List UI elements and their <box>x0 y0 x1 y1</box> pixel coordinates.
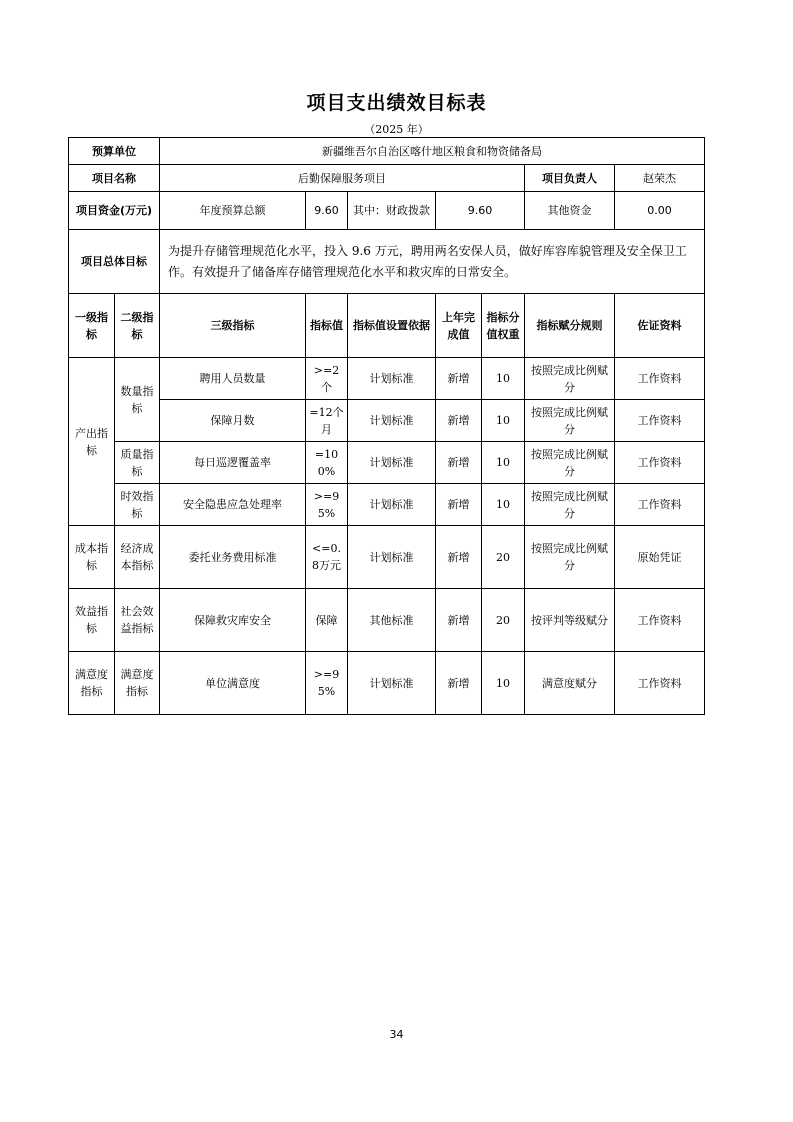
group-cost: 成本指标 <box>69 526 115 589</box>
fiscal-label: 其中：财政拨款 <box>348 192 436 230</box>
header-weight: 指标分值权重 <box>482 294 525 358</box>
budget-unit-label: 预算单位 <box>69 138 160 165</box>
row-l3: 保障救灾库安全 <box>160 589 306 652</box>
row-basis: 计划标准 <box>348 442 436 484</box>
row-last: 新增 <box>436 589 482 652</box>
project-name-row <box>69 165 705 192</box>
table-row <box>69 442 705 484</box>
row-value: >=95% <box>306 652 348 715</box>
annual-total-value: 9.60 <box>306 192 348 230</box>
project-name-value: 后勤保障服务项目 <box>160 165 525 192</box>
funds-label: 项目资金(万元) <box>69 192 160 230</box>
row-weight: 10 <box>482 652 525 715</box>
row-weight: 20 <box>482 526 525 589</box>
row-basis: 计划标准 <box>348 358 436 400</box>
header-last-year: 上年完成值 <box>436 294 482 358</box>
row-value: >=2个 <box>306 358 348 400</box>
row-value: >=95% <box>306 484 348 526</box>
group-satisfaction-sub: 满意度指标 <box>115 652 160 715</box>
group-satisfaction: 满意度指标 <box>69 652 115 715</box>
group-quality: 质量指标 <box>115 442 160 484</box>
project-owner-label: 项目负责人 <box>525 165 615 192</box>
table-row <box>69 484 705 526</box>
row-evidence: 工作资料 <box>615 358 705 400</box>
project-name-label: 项目名称 <box>69 165 160 192</box>
other-funds-label: 其他资金 <box>525 192 615 230</box>
row-last: 新增 <box>436 526 482 589</box>
budget-unit-value: 新疆维吾尔自治区喀什地区粮食和物资储备局 <box>160 138 705 165</box>
row-basis: 计划标准 <box>348 484 436 526</box>
row-value: =12个月 <box>306 400 348 442</box>
document-year: （2025 年） <box>364 123 429 136</box>
row-weight: 10 <box>482 400 525 442</box>
row-last: 新增 <box>436 400 482 442</box>
other-funds-value: 0.00 <box>615 192 705 230</box>
group-quantity: 数量指标 <box>115 358 160 442</box>
row-l3: 每日巡逻覆盖率 <box>160 442 306 484</box>
row-rule: 按照完成比例赋分 <box>525 484 615 526</box>
row-weight: 20 <box>482 589 525 652</box>
project-owner-value: 赵荣杰 <box>615 165 705 192</box>
row-l3: 单位满意度 <box>160 652 306 715</box>
row-basis: 其他标准 <box>348 589 436 652</box>
budget-unit-row <box>69 138 705 165</box>
table-row <box>69 526 705 589</box>
row-basis: 计划标准 <box>348 652 436 715</box>
fiscal-value: 9.60 <box>436 192 525 230</box>
group-social-benefit: 社会效益指标 <box>115 589 160 652</box>
page-number: 34 <box>389 1028 404 1041</box>
row-rule: 满意度赋分 <box>525 652 615 715</box>
document-title: 项目支出绩效目标表 <box>306 92 487 114</box>
header-level2: 二级指标 <box>115 294 160 358</box>
row-evidence: 工作资料 <box>615 484 705 526</box>
group-economic-cost: 经济成本指标 <box>115 526 160 589</box>
group-benefit: 效益指标 <box>69 589 115 652</box>
goal-label: 项目总体目标 <box>69 230 160 294</box>
table-row <box>69 652 705 715</box>
header-value: 指标值 <box>306 294 348 358</box>
row-rule: 按评判等级赋分 <box>525 589 615 652</box>
table-row <box>69 400 705 442</box>
row-last: 新增 <box>436 652 482 715</box>
row-last: 新增 <box>436 484 482 526</box>
row-l3: 聘用人员数量 <box>160 358 306 400</box>
row-rule: 按照完成比例赋分 <box>525 358 615 400</box>
row-weight: 10 <box>482 484 525 526</box>
goal-text: 为提升存储管理规范化水平，投入 9.6 万元，聘用两名安保人员，做好库容库貌管理及安全保卫工作。有效提升了储备库存储管理规范化水平和救灾库的日常安全。 <box>160 230 705 294</box>
header-rule: 指标赋分规则 <box>525 294 615 358</box>
annual-total-label: 年度预算总额 <box>160 192 306 230</box>
performance-table <box>68 137 705 715</box>
table-row <box>69 358 705 400</box>
row-evidence: 原始凭证 <box>615 526 705 589</box>
header-basis: 指标值设置依据 <box>348 294 436 358</box>
row-value: =100% <box>306 442 348 484</box>
group-timeliness: 时效指标 <box>115 484 160 526</box>
row-l3: 保障月数 <box>160 400 306 442</box>
row-basis: 计划标准 <box>348 526 436 589</box>
row-evidence: 工作资料 <box>615 400 705 442</box>
row-evidence: 工作资料 <box>615 589 705 652</box>
row-l3: 委托业务费用标准 <box>160 526 306 589</box>
row-evidence: 工作资料 <box>615 652 705 715</box>
header-row <box>69 294 705 358</box>
header-level3: 三级指标 <box>160 294 306 358</box>
row-last: 新增 <box>436 358 482 400</box>
row-rule: 按照完成比例赋分 <box>525 400 615 442</box>
goal-row <box>69 230 705 294</box>
header-level1: 一级指标 <box>69 294 115 358</box>
row-last: 新增 <box>436 442 482 484</box>
group-output: 产出指标 <box>69 358 115 526</box>
row-evidence: 工作资料 <box>615 442 705 484</box>
row-value: 保障 <box>306 589 348 652</box>
row-l3: 安全隐患应急处理率 <box>160 484 306 526</box>
table-row <box>69 589 705 652</box>
funds-row <box>69 192 705 230</box>
row-rule: 按照完成比例赋分 <box>525 526 615 589</box>
header-evidence: 佐证资料 <box>615 294 705 358</box>
row-value: <=0.8万元 <box>306 526 348 589</box>
row-basis: 计划标准 <box>348 400 436 442</box>
row-rule: 按照完成比例赋分 <box>525 442 615 484</box>
row-weight: 10 <box>482 442 525 484</box>
row-weight: 10 <box>482 358 525 400</box>
